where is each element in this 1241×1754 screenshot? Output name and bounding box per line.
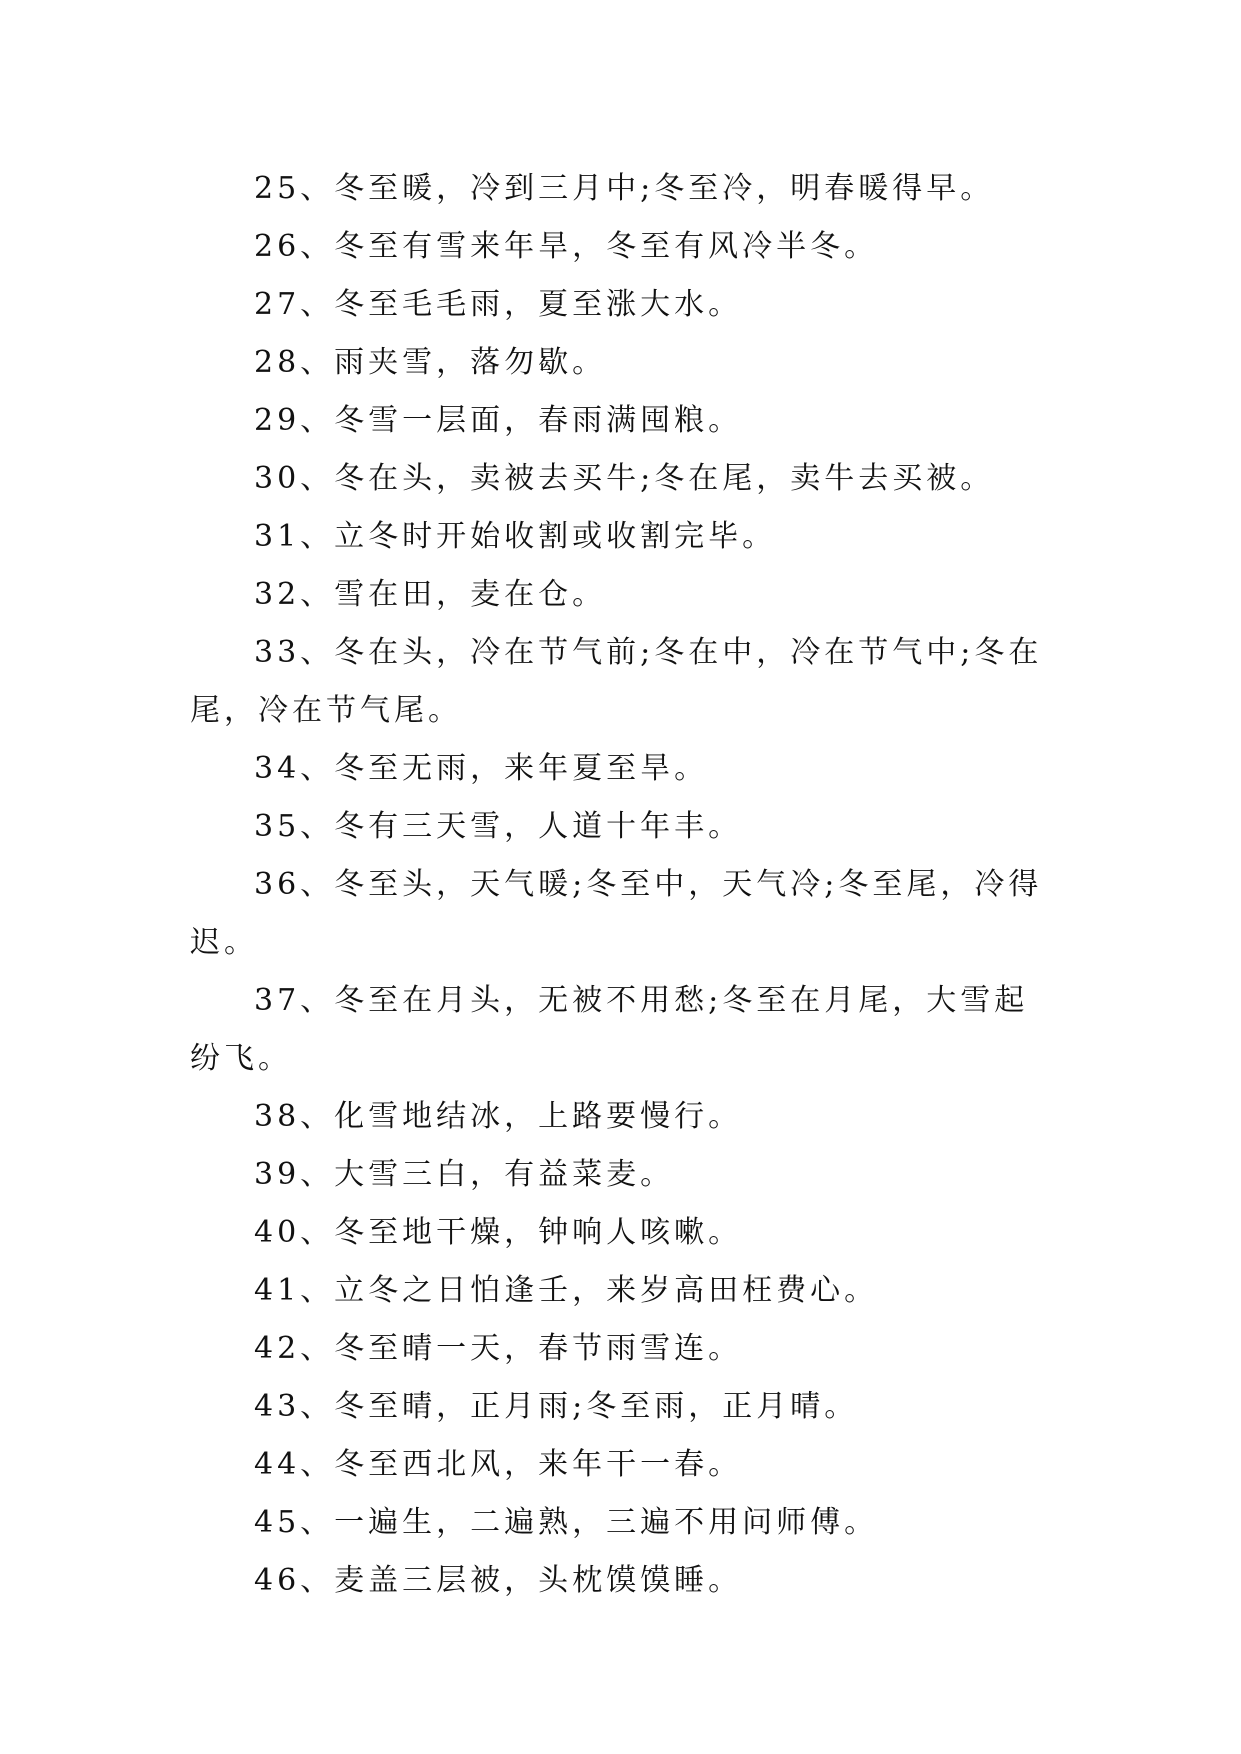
proverb-32: 32、雪在田，麦在仓。 — [254, 577, 607, 612]
proverb-46: 46、麦盖三层被，头枕馍馍睡。 — [254, 1563, 743, 1598]
proverb-28: 28、雨夹雪，落勿歇。 — [254, 345, 607, 380]
proverb-27: 27、冬至毛毛雨，夏至涨大水。 — [254, 287, 743, 322]
document-body — [190, 160, 1050, 1610]
proverb-45: 45、一遍生，二遍熟，三遍不用问师傅。 — [254, 1505, 879, 1540]
proverb-36: 36、冬至头，天气暖;冬至中，天气冷;冬至尾，冷得迟。 — [190, 867, 1043, 960]
proverb-25: 25、冬至暖，冷到三月中;冬至冷，明春暖得早。 — [254, 171, 995, 206]
proverb-39: 39、大雪三白，有益菜麦。 — [254, 1157, 675, 1192]
proverb-42: 42、冬至晴一天，春节雨雪连。 — [254, 1331, 743, 1366]
proverb-38: 38、化雪地结冰，上路要慢行。 — [254, 1099, 743, 1134]
proverb-26: 26、冬至有雪来年旱，冬至有风冷半冬。 — [254, 229, 879, 264]
proverb-34: 34、冬至无雨，来年夏至旱。 — [254, 751, 709, 786]
proverb-31: 31、立冬时开始收割或收割完毕。 — [254, 519, 777, 554]
proverb-43: 43、冬至晴，正月雨;冬至雨，正月晴。 — [254, 1389, 859, 1424]
proverb-30: 30、冬在头，卖被去买牛;冬在尾，卖牛去买被。 — [254, 461, 995, 496]
proverb-44: 44、冬至西北风，来年干一春。 — [254, 1447, 743, 1482]
proverb-40: 40、冬至地干燥，钟响人咳嗽。 — [254, 1215, 743, 1250]
proverb-35: 35、冬有三天雪，人道十年丰。 — [254, 809, 743, 844]
proverb-41: 41、立冬之日怕逢壬，来岁高田枉费心。 — [254, 1273, 879, 1308]
proverb-33: 33、冬在头，冷在节气前;冬在中，冷在节气中;冬在尾，冷在节气尾。 — [190, 635, 1043, 728]
proverb-37: 37、冬至在月头，无被不用愁;冬至在月尾，大雪起纷飞。 — [190, 983, 1029, 1076]
proverb-29: 29、冬雪一层面，春雨满囤粮。 — [254, 403, 743, 438]
